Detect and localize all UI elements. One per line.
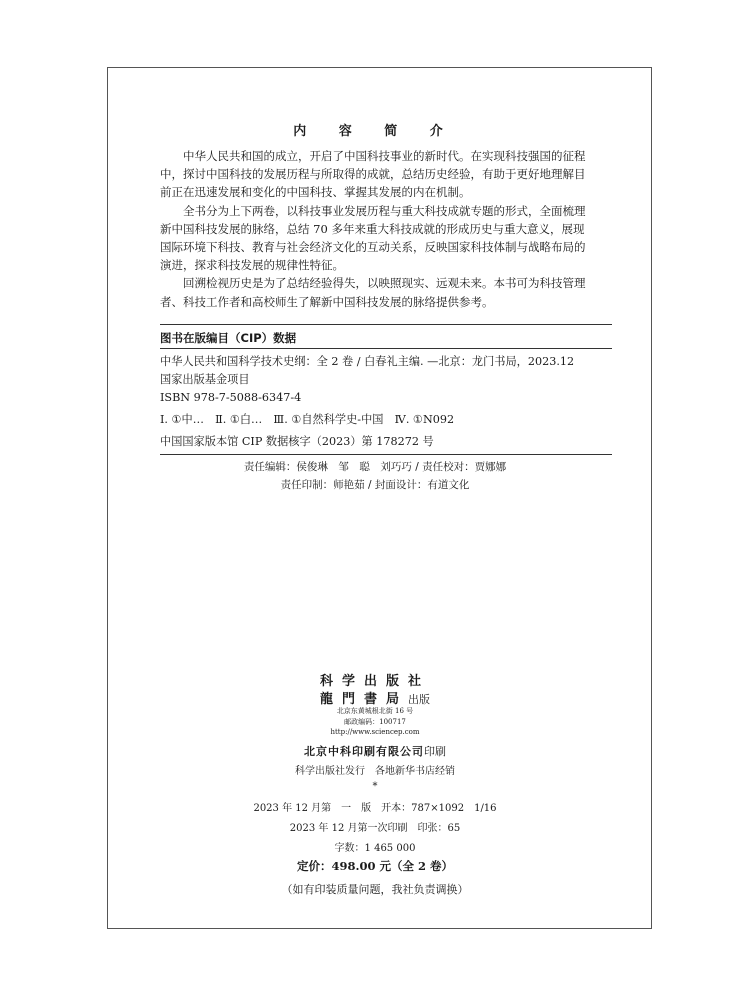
wordcount-line: 字数：1 465 000 (334, 843, 416, 854)
printing-line: 2023 年 12 月第一次印刷 印张：65 (289, 823, 461, 834)
cip-block (160, 353, 574, 451)
cip-line-classification: Ⅰ. ①中… Ⅱ. ①白… Ⅲ. ①自然科学史-中国 Ⅳ. ①N092 (160, 413, 455, 426)
publisher-logo-science-press: 科学出版社 (319, 674, 430, 689)
cip-line-title: 中华人民共和国科学技术史纲：全 2 卷 / 白春礼主编. —北京：龙门书局，2023.12 (160, 355, 575, 368)
published-label: 出版 (408, 693, 430, 706)
separator-star: * (372, 781, 378, 792)
cip-top-rule (160, 324, 612, 325)
printer-name: 北京中科印刷有限公司 (304, 745, 424, 758)
printed-label: 印刷 (424, 745, 446, 758)
publisher-postcode: 邮政编码：100717 (344, 718, 406, 726)
publisher-url: http://www.sciencep.com (330, 728, 420, 736)
intro-paragraph-2: 全书分为上下两卷，以科技事业发展历程与重大科技成就专题的形式，全面梳理新中国科技发展的脉络，总结 70 多年来重大科技成就的形成历史与重大意义，展现国际环境下科技、教育与社会经济文化的互动关系，反映国家科技体制与战略布局的演进，探求科技发展的规律性特征。 (160, 203, 586, 273)
publisher-logo-longmen: 龍門書局 (319, 692, 408, 707)
distribution-line: 科学出版社发行 各地新华书店经销 (295, 766, 455, 777)
cip-heading-rule (160, 348, 612, 349)
cip-line-isbn: ISBN 978-7-5088-6347-4 (160, 391, 302, 404)
production-credits: 责任印制：师艳茹 / 封面设计：有道文化 (280, 479, 470, 491)
quality-notice: （如有印装质量问题，我社负责调换） (281, 883, 469, 896)
publisher-logo-2-row (0, 688, 750, 707)
publisher-logo-1 (0, 670, 750, 689)
cip-line-number: 中国国家版本馆 CIP 数据核字（2023）第 178272 号 (160, 435, 434, 448)
cip-line-fund: 国家出版基金项目 (160, 373, 250, 386)
cip-bottom-rule (160, 454, 612, 455)
cip-heading: 图书在版编目（CIP）数据 (160, 331, 297, 345)
page-title: 内 容 简 介 (293, 124, 457, 139)
publisher-address: 北京东黄城根北街 16 号 (336, 707, 414, 715)
edition-line: 2023 年 12 月第 一 版 开本：787×1092 1/16 (253, 803, 497, 814)
intro-paragraph-3: 回溯检视历史是为了总结经验得失，以映照现实、远观未来。本书可为科技管理者、科技工作者和高校师生了解新中国科技发展的脉络提供参考。 (160, 276, 586, 309)
price-line: 定价：498.00 元（全 2 卷） (296, 859, 454, 873)
intro-paragraph-1: 中华人民共和国的成立，开启了中国科技事业的新时代。在实现科技强国的征程中，探讨中国科技的发展历程与所取得的成就，总结历史经验，有助于更好地理解目前正在迅速发展和变化的中国科技、掌握其发展的内在机制。 (160, 149, 586, 200)
editor-credits: 责任编辑：侯俊琳 邹 聪 刘巧巧 / 责任校对：贾娜娜 (243, 461, 507, 473)
intro-section (160, 147, 590, 311)
printer-row (0, 740, 750, 759)
